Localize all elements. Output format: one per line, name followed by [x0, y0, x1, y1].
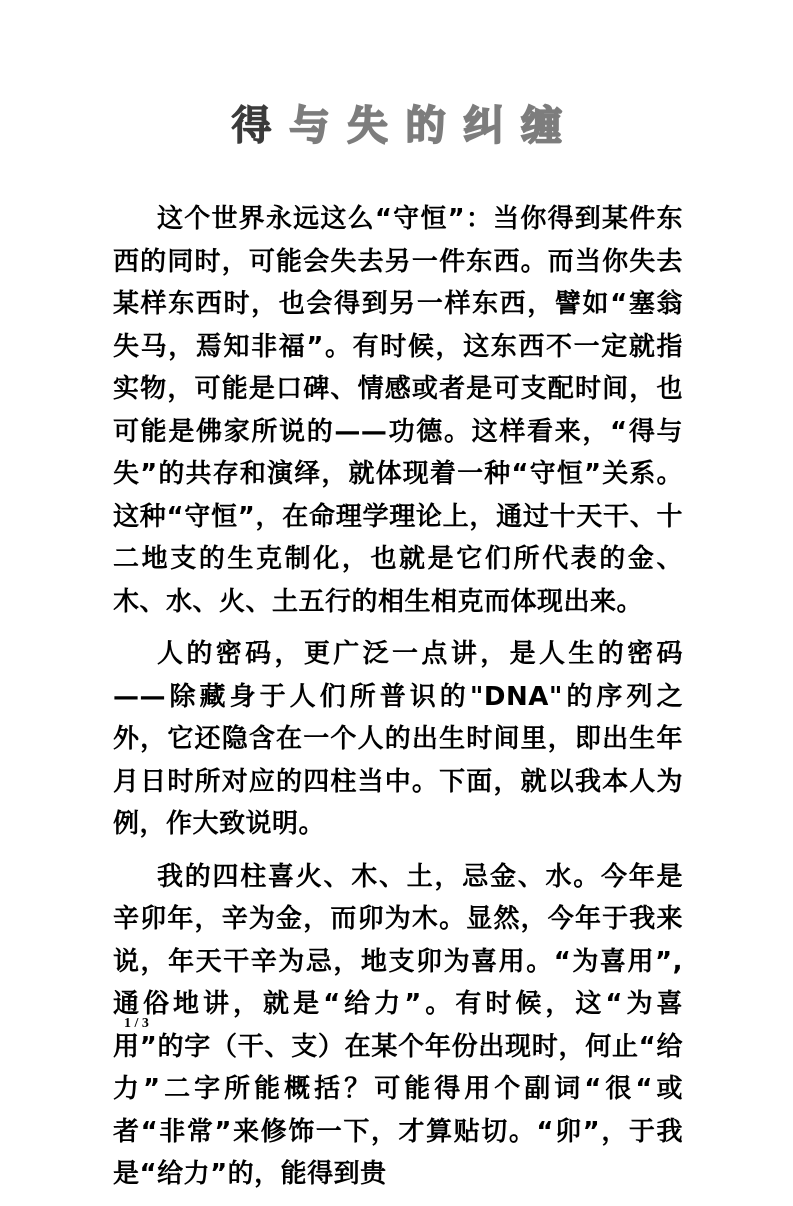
document-title [0, 100, 793, 152]
title-char-1: 得 [231, 103, 272, 149]
document-body [113, 198, 683, 1206]
page-number: 1 / 3 [124, 1016, 149, 1031]
paragraph-1: 这个世界永远这么“守恒”：当你得到某件东西的同时，可能会失去另一件东西。而当你失去某样东西时，也会得到另一样东西，譬如“塞翁失马，焉知非福”。有时候，这东西不一定就指实物，可能是口碑、情感或者是可支配时间，也可能是佛家所说的——功德。这样看来，“得与失”的共存和演绎，就体现着一种“守恒”关系。这种“守恒”，在命理学理论上，通过十天干、十二地支的生克制化，也就是它们所代表的金、木、水、火、土五行的相生相克而体现出来。 [113, 204, 683, 617]
paragraph-3: 我的四柱喜火、木、土，忌金、水。今年是辛卯年，辛为金，而卯为木。显然，今年于我来说，年天干辛为忌，地支卯为喜用。“为喜用”,通俗地讲，就是“给力”。有时候，这“为喜用”的字（干、支）在某个年份出现时，何止“给力”二字所能概括？可能得用个副词“很“或者“非常”来修饰一下，才算贴切。“卯”，于我是“给力”的，能得到贵 [113, 861, 683, 1189]
title-char-3: 失 [347, 103, 388, 149]
title-char-6: 缠 [521, 103, 562, 149]
title-char-2: 与 [289, 103, 330, 149]
paragraph-2: 人的密码，更广泛一点讲，是人生的密码——除藏身于人们所普识的"DNA"的序列之外，它还隐含在一个人的出生时间里，即出生年月日时所对应的四柱当中。下面，就以我本人为例，作大致说明。 [113, 639, 683, 839]
title-char-4: 的 [405, 103, 446, 149]
title-char-5: 纠 [463, 103, 504, 149]
